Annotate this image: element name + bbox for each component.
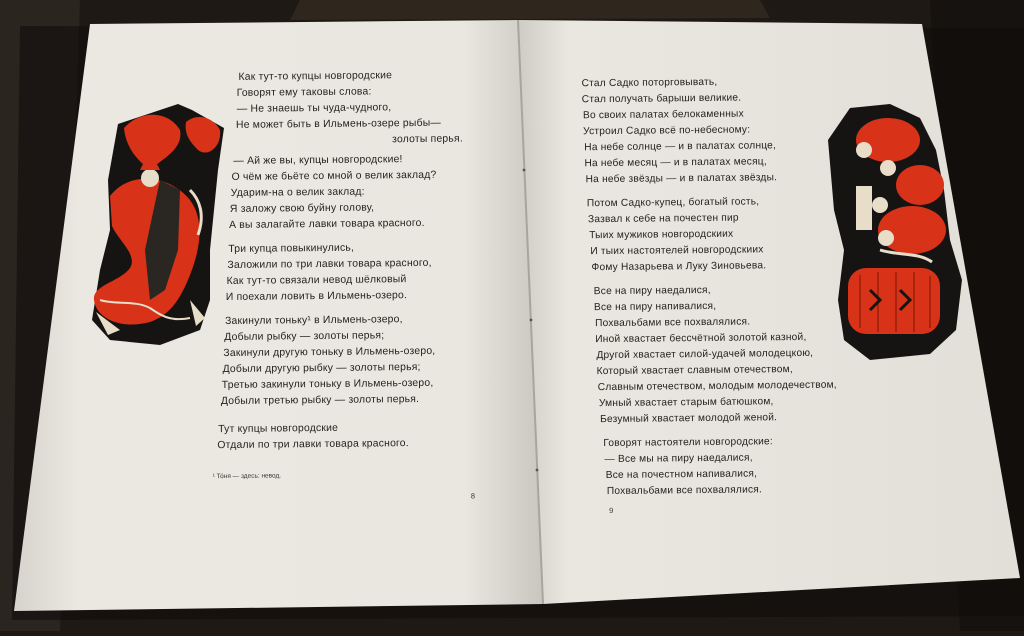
text-line: Добыли рыбку — золоты перья; [224,330,385,344]
text-line: Тут купцы новгородские [218,422,339,436]
text-line: Зазвал к себе на почестен пир [587,212,739,226]
text-line: Похвальбами все похвалялися. [595,316,751,330]
text-line: Я заложу свою буйну голову, [229,202,375,215]
text-line: — Ай же вы, купцы новгородские! [233,154,403,167]
text-line: И поехали ловить в Ильмень-озеро. [225,290,408,303]
text-line: На небе месяц — и в палатах месяц, [584,156,767,170]
text-line: Безумный хвастает молодой женой. [600,412,778,426]
text-line: Ударим-на о велик заклад: [230,186,365,199]
text-line: Все на почестном напивалися, [605,468,758,482]
text-line: Говорят настоятели новгородские: [603,436,773,450]
text-line: Стал Садко поторговывать, [581,76,718,90]
page-number-left: 8 [470,491,476,501]
text-line: Закинули другую тоньку в Ильмень-озеро, [223,345,436,360]
text-line: — Все мы на пиру наедалися, [604,452,753,466]
text-line: Как тут-то купцы новгородские [238,70,393,83]
text-line: Другой хвастает силой-удачей молодецкою, [596,347,814,362]
text-line: Заложили по три лавки товара красного, [227,257,432,271]
text-line: Устроил Садко всё по-небесному: [583,124,751,138]
page-number-right: 9 [609,505,614,515]
text-line: Иной хвастает бессчётной золотой казной, [595,331,807,346]
text-line: Третью закинули тоньку в Ильмень-озеро, [221,377,434,392]
text-line: На небе звёзды — и в палатах звёзды. [585,172,778,186]
text-line: Не может быть в Ильмень-озере рыбы— [235,117,442,131]
text-line: Потом Садко-купец, богатый гость, [586,196,760,210]
text-line: На небе солнце — и в палатах солнце, [584,140,777,154]
text-line: Тыих мужиков новгородскиих [589,228,734,242]
text-line: Стал получать барыши великие. [581,92,742,106]
text-line: Славным отечеством, молодым молодечеством, [597,379,837,394]
text-line: Во своих палатах белокаменных [582,108,744,122]
text-line: Говорят ему таковы слова: [236,86,372,99]
text-line: Похвальбами все похвалялися. [606,484,763,498]
text-line: золоты перья. [392,133,463,146]
text-line: Умный хвастает старым батюшком, [598,396,774,410]
text-line: Закинули тоньку¹ в Ильмень-озеро, [224,314,403,328]
text-line: Все на пиру напивалися, [593,300,717,314]
text-line: Три купца повыкинулись, [228,242,355,255]
text-line: А вы залагайте лавки товара красного. [228,217,425,231]
text-line: О чём же бьёте со мной о велик заклад? [231,169,437,183]
text-line: Все на пиру наедалися, [593,284,711,298]
text-line: И тыих настоятелей новгородскиих [590,244,764,258]
text-line: Который хвастает славным отечеством, [596,364,793,378]
text-line: Добыли другую рыбку — золоты перья; [222,361,421,376]
text-line: Фому Назарьева и Луку Зиновьева. [591,260,767,274]
text-line: — Не знаешь ты чуда-чудного, [236,102,392,115]
text-line: Отдали по три лавки товара красного. [217,438,409,452]
footnote: ¹ То́ня — здесь: невод. [212,472,282,481]
text-line: Как тут-то связали невод шёлковый [226,274,407,287]
text-line: Добыли третью рыбку — золоты перья. [220,393,420,408]
